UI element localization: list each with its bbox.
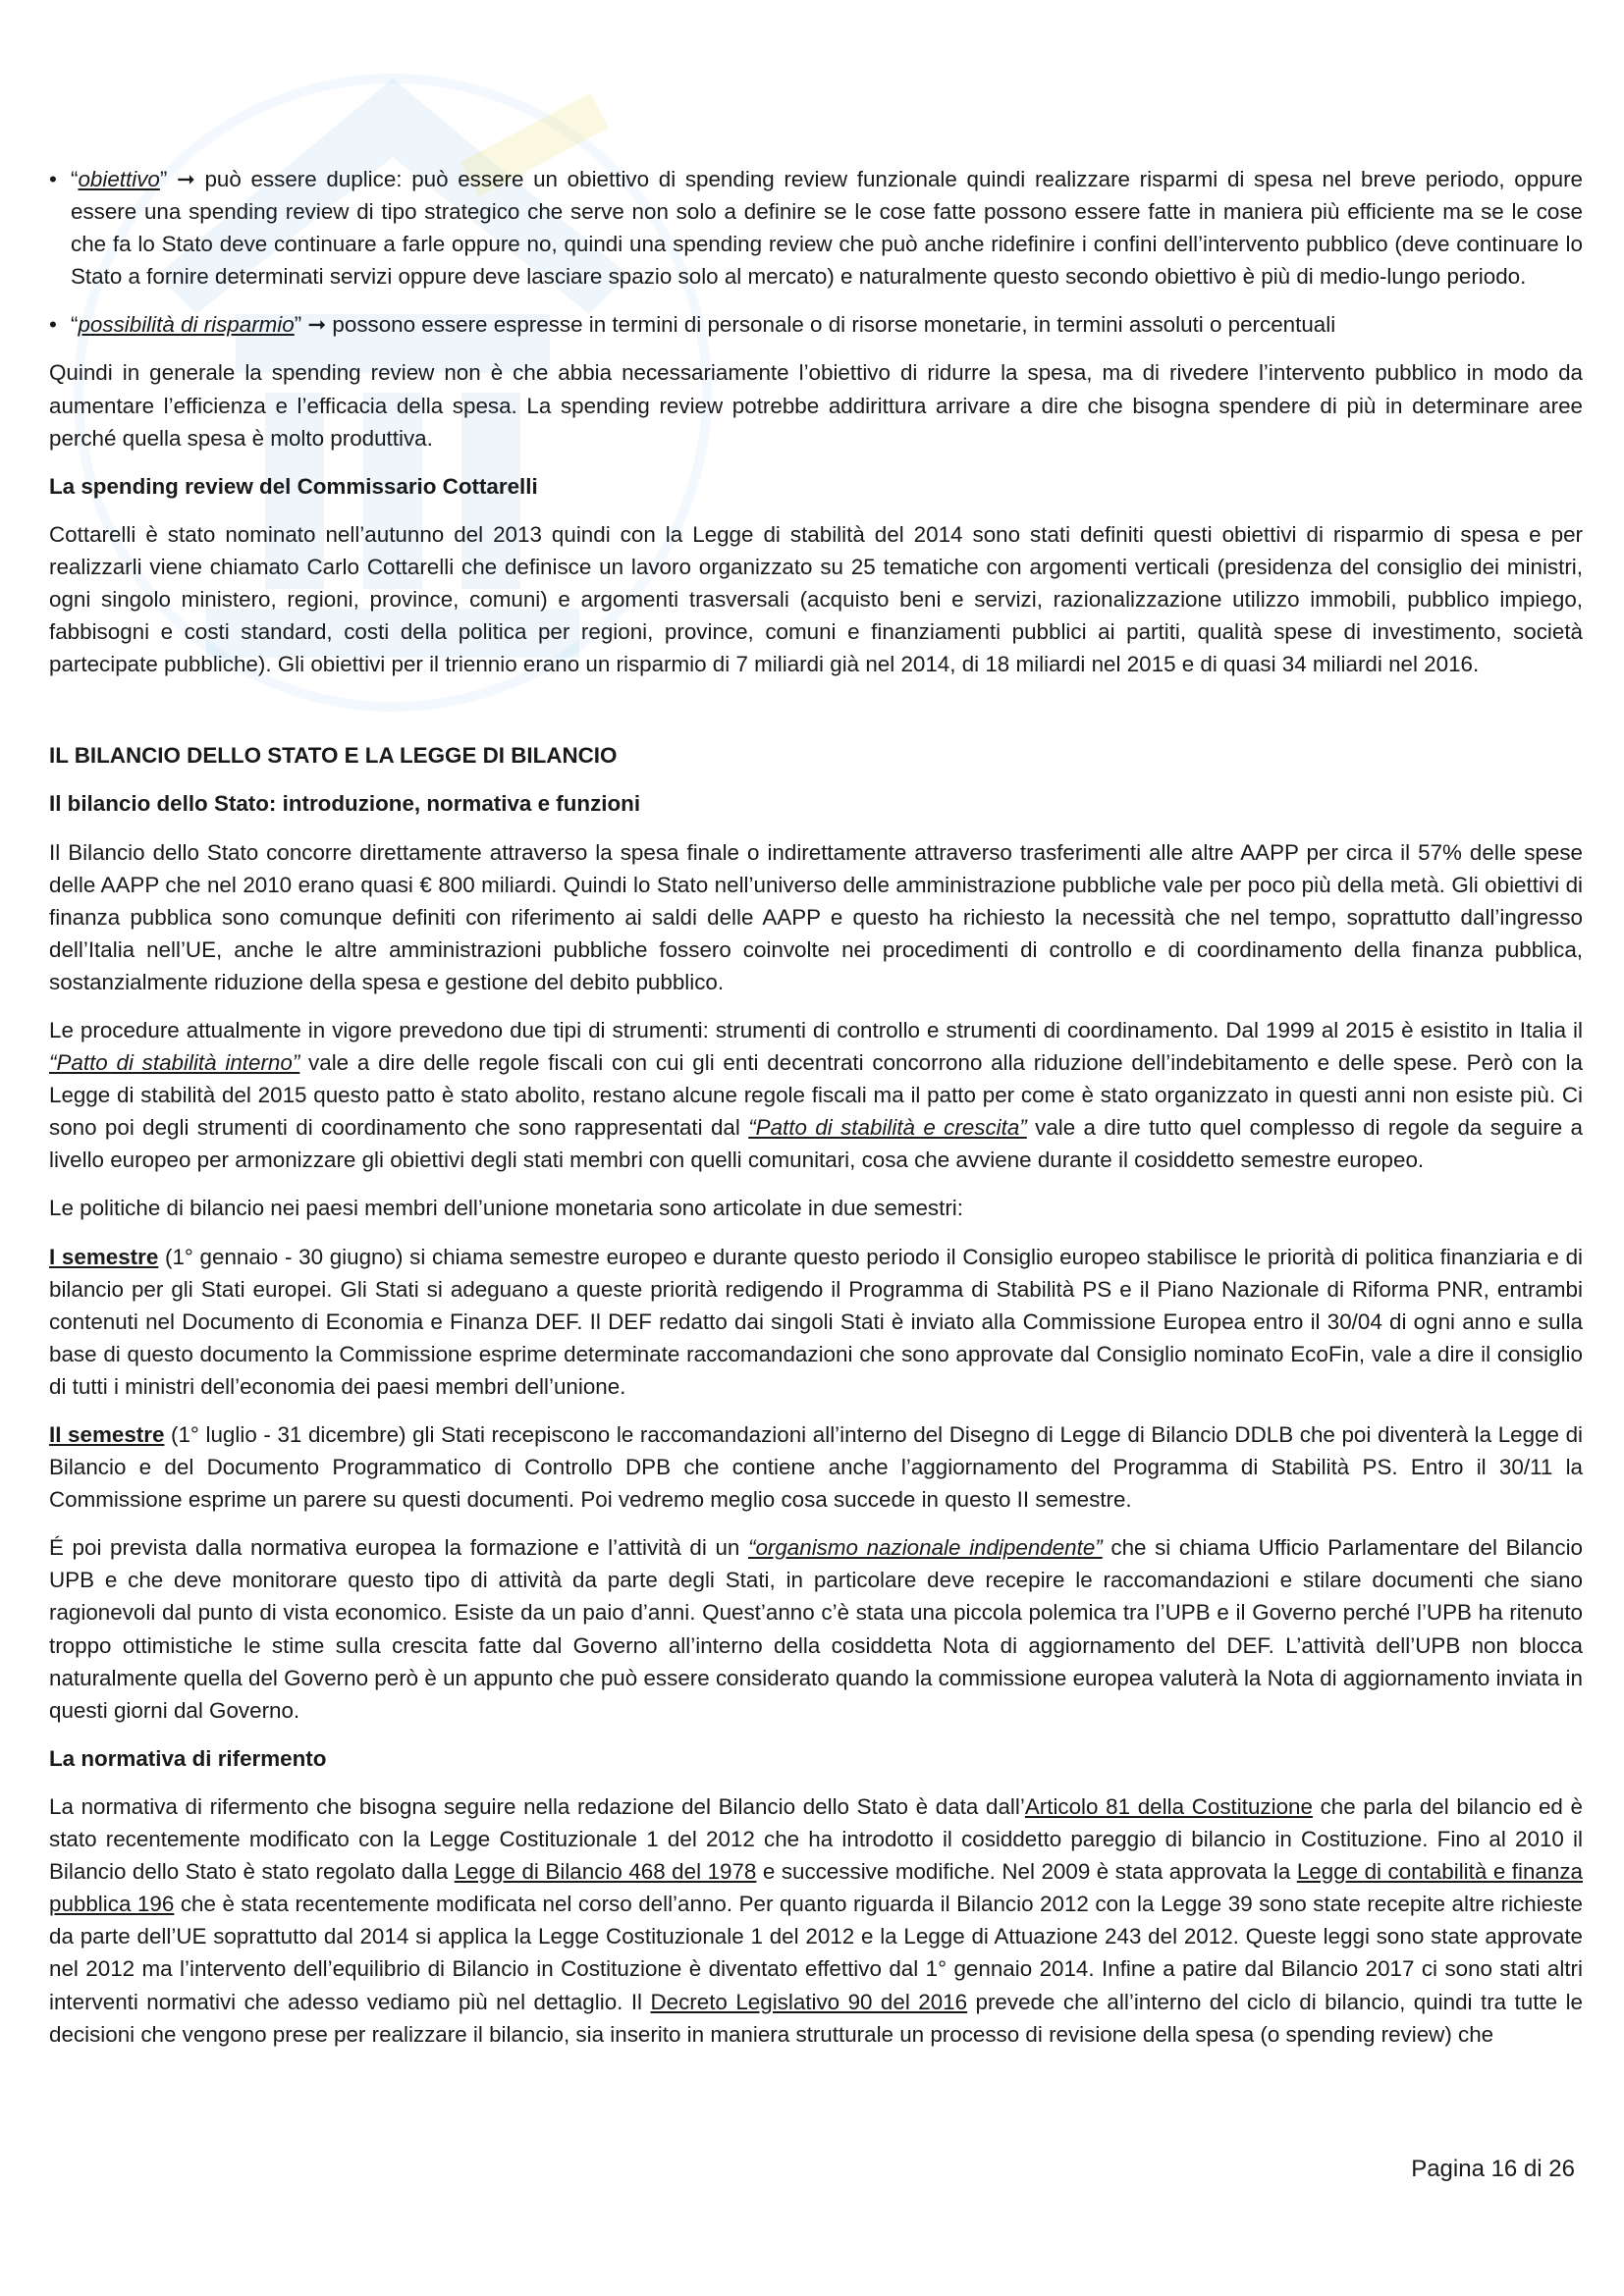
paragraph-quindi: Quindi in generale la spending review non è che abbia necessariamente l’obiettivo di ridurre la spesa, ma di rivedere l’intervento pubblico in modo da aumentare l’efficienza e l’efficacia della spesa. La spending review potrebbe addirittura arrivare a dire che bisogna spendere di più in determinare aree perché quella spesa è molto produttiva.: [49, 360, 1583, 451]
ref-legge-468: Legge di Bilancio 468 del 1978: [454, 1859, 757, 1885]
label-semestre-2: II semestre: [49, 1422, 165, 1447]
text-run: (1° luglio - 31 dicembre) gli Stati recepiscono le raccomandazioni all’interno del Disegno di Legge di Bilancio DDLB che poi diventerà la Legge di Bilancio e del Documento Programmatico di Controllo DPB che contiene anche l’aggiornamento del Programma di Stabilità PS. Entro il 30/11 la Commissione esprime un parere su questi documenti. Poi vedremo meglio cosa succede in questo II semestre.: [49, 1422, 1583, 1513]
heading-cottarelli: La spending review del Commissario Cottarelli: [49, 473, 538, 499]
quote-open: “: [71, 312, 79, 338]
text-run: e successive modifiche. Nel 2009 è stata approvata la: [756, 1859, 1297, 1885]
bullet-term: possibilità di risparmio: [78, 312, 295, 338]
text-run: É poi prevista dalla normativa europea la formazione e l’attività di un: [49, 1535, 748, 1561]
bullet-icon: •: [49, 312, 57, 338]
term-organismo: “organismo nazionale indipendente”: [747, 1535, 1103, 1561]
label-semestre-1: I semestre: [49, 1244, 159, 1269]
paragraph-cottarelli: Cottarelli è stato nominato nell’autunno del 2013 quindi con la Legge di stabilità del 2014 sono stati definiti questi obiettivi di risparmio di spesa e per realizzarli viene chiamato Carlo Cottarelli che definisce un lavoro organizzato su 25 tematiche con argomenti verticali (presidenza del consiglio dei ministri, ogni singolo ministero, regioni, province, comuni) e argomenti trasversali (acquisto beni e servizi, razionalizzazione utilizzo immobili, pubblico impiego, fabbisogni e costi standard, costi della politica per regioni, province, comuni e finanziamenti pubblici ai partiti, qualità spese di investimento, società partecipate pubbliche). Gli obiettivi per il triennio erano un risparmio di 7 miliardi già nel 2014, di 18 miliardi nel 2015 e di quasi 34 miliardi nel 2016.: [49, 521, 1583, 677]
heading-introduzione: Il bilancio dello Stato: introduzione, normativa e funzioni: [49, 791, 641, 817]
text-run: (1° gennaio - 30 giugno) si chiama semestre europeo e durante questo periodo il Consiglio europeo stabilisce le priorità di politica finanziaria e di bilancio per gli Stati europei. Gli Stati si adeguano a queste priorità redigendo il Programma di Stabilità PS e il Piano Nazionale di Riforma PNR, entrambi contenuti nel Documento di Economia e Finanza DEF. Il DEF redatto dai singoli Stati è inviato alla Commissione Europea entro il 30/04 di ogni anno e sulla base di questo documento la Commissione esprime determinate raccomandazioni che sono approvate dal Consiglio nominato EcoFin, vale a dire il consiglio di tutti i ministri dell’economia dei paesi membri dell’unione.: [49, 1244, 1583, 1399]
term-patto-crescita: “Patto di stabilità e crescita”: [748, 1115, 1027, 1141]
ref-decreto-90: Decreto Legislativo 90 del 2016: [650, 1989, 968, 2014]
paragraph-normativa: [49, 1790, 1583, 2051]
bullet-icon: •: [49, 167, 57, 191]
text-run: prevede che all’interno del ciclo di bilancio, quindi tra tutte le decisioni che vengono prese per realizzare il bilancio, sia inserito in maniera strutturale un processo di revisione della spesa (o spending review) che: [49, 1989, 1583, 2047]
page-number: Pagina 16 di 26: [1411, 2156, 1575, 2182]
text-run: vale a dire tutto quel complesso di regole da seguire a livello europeo per armonizzare gli obiettivi degli stati membri con quelli comunitari, cosa che avviene durante il cosiddetto semestre europeo.: [49, 1115, 1583, 1173]
paragraph-bilancio: Il Bilancio dello Stato concorre direttamente attraverso la spesa finale o indirettamente attraverso trasferimenti alle altre AAPP per circa il 57% delle spese delle AAPP che nel 2010 erano quasi € 800 miliardi. Quindi lo Stato nell’universo delle amministrazione pubbliche vale per poco più della metà. Gli obiettivi di finanza pubblica sono comunque definiti con riferimento ai saldi delle AAPP e questo ha richiesto la necessità che nel tempo, soprattutto dall’ingresso dell’Italia nell’UE, anche le altre amministrazioni pubbliche fossero coinvolte nei procedimenti di controllo e di coordinamento della finanza pubblica, sostanzialmente riduzione della spesa e gestione del debito pubblico.: [49, 839, 1583, 994]
quote-close: ”: [294, 312, 308, 338]
text-run: che è stata recentemente modificata nel corso dell’anno. Per quanto riguarda il Bilancio 2012 con la Legge 39 sono state recepite altre richieste da parte dell’UE soprattutto dal 2014 si applica la Legge Costituzionale 1 del 2012 e la Legge di Attuazione 243 del 2012. Queste leggi sono state approvate nel 2012 ma l’intervento dell’equilibrio di Bilancio in Costituzione è diventato effettivo dal 1° gennaio 2014. Infine a patire dal Bilancio 2017 ci sono stati altri interventi normativi che adesso vediamo più nel dettaglio. Il: [49, 1892, 1583, 2014]
text-run: che parla del bilancio ed è stato recentemente modificato con la Legge Costituzionale 1 del 2012 che ha introdotto il cosiddetto pareggio di bilancio in Costituzione. Fino al 2010 il Bilancio dello Stato è stato regolato dalla: [49, 1793, 1583, 1885]
ref-legge-196: Legge di contabilità e finanza pubblica 196: [49, 1859, 1583, 1917]
arrow-right-icon: ➞: [307, 312, 327, 338]
bullet-text: possono essere espresse in termini di personale o di risorse monetarie, in termini assoluti o percentuali: [326, 312, 1336, 338]
quote-close: ”: [159, 167, 178, 191]
document-page: [49, 163, 1583, 2066]
bullet-obiettivo: [49, 163, 1583, 293]
paragraph-semestre-1: [49, 1241, 1583, 1403]
bullet-text: può essere duplice: può essere un obiettivo di spending review funzionale quindi realizzare risparmi di spesa nel breve periodo, oppure essere una spending review di tipo strategico che serve non solo a definire se le cose fatte possono essere fatte in maniera più efficiente ma se le cose che fa lo Stato deve continuare a farle oppure no, quindi una spending review che può anche ridefinire i confini dell’intervento pubblico (deve continuare lo Stato a fornire determinati servizi oppure deve lasciare spazio solo al mercato) e naturalmente questo secondo obiettivo è più di medio-lungo periodo.: [71, 167, 1584, 290]
heading-normativa: La normativa di rifermento: [49, 1745, 327, 1771]
text-run: La normativa di rifermento che bisogna seguire nella redazione del Bilancio dello Stato è data dall’: [49, 1793, 1025, 1819]
paragraph-semestre-2: [49, 1418, 1583, 1516]
arrow-right-icon: ➞: [177, 167, 195, 191]
paragraph-procedure: [49, 1014, 1583, 1176]
bullet-term: obiettivo: [78, 167, 160, 191]
bullet-risparmio: [49, 308, 1583, 341]
paragraph-politiche: Le politiche di bilancio nei paesi membri dell’unione monetaria sono articolate in due semestri:: [49, 1196, 963, 1221]
quote-open: “: [71, 167, 79, 191]
text-run: vale a dire delle regole fiscali con cui gli enti decentrati concorrono alla riduzione dell’indebitamento e delle spese. Però con la Legge di stabilità del 2015 questo patto è stato abolito, restano alcune regole fiscali ma il patto per come è stato organizzato in questi anni non esiste più. Ci sono poi degli strumenti di coordinamento che sono rappresentati dal: [49, 1050, 1584, 1141]
text-run: che si chiama Ufficio Parlamentare del Bilancio UPB e che deve monitorare questo tipo di attività da parte degli Stati, in particolare deve recepire le raccomandazioni e stilare documenti che siano ragionevoli dal punto di vista economico. Esiste da un paio d’anni. Quest’anno c’è stata una piccola polemica tra l’UPB e il Governo perché l’UPB ha ritenuto troppo ottimistiche le stime sulla crescita fatte dal Governo all’interno della cosiddetta Nota di aggiornamento del DEF. L’attività dell’UPB non blocca naturalmente quella del Governo però è un appunto che può essere considerato quando la commissione europea valuterà la Nota di aggiornamento inviata in questi giorni dal Governo.: [49, 1535, 1583, 1723]
heading-bilancio-stato: IL BILANCIO DELLO STATO E LA LEGGE DI BILANCIO: [49, 743, 618, 769]
term-patto-interno: “Patto di stabilità interno”: [49, 1050, 300, 1076]
text-run: Le procedure attualmente in vigore prevedono due tipi di strumenti: strumenti di controllo e strumenti di coordinamento. Dal 1999 al 2015 è esistito in Italia il: [49, 1017, 1583, 1042]
ref-articolo-81: Articolo 81 della Costituzione: [1024, 1793, 1313, 1819]
paragraph-upb: [49, 1531, 1583, 1727]
